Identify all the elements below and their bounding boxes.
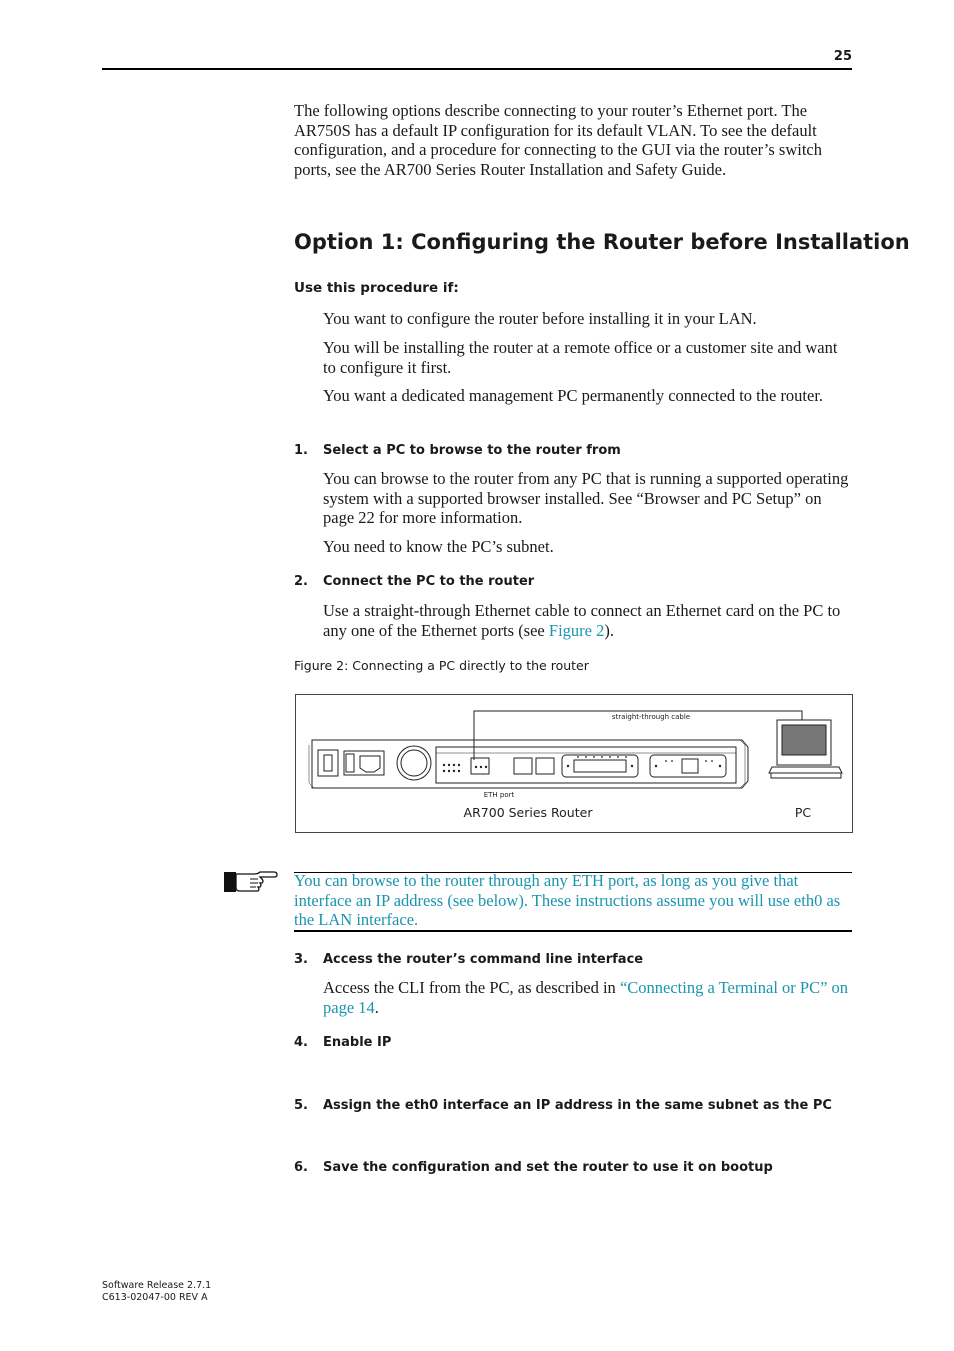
step-2-heading: [294, 574, 534, 589]
cable-label: straight-through cable: [611, 713, 691, 721]
step-title: Assign the eth0 interface an IP address in the same subnet as the PC: [323, 1098, 832, 1113]
figure-frame: [295, 694, 853, 833]
pc-label: PC: [794, 805, 812, 820]
step-number: 2.: [294, 574, 308, 589]
step-number: 6.: [294, 1160, 308, 1175]
step-5-heading: [294, 1098, 832, 1113]
figure-caption: Figure 2: Connecting a PC directly to the router: [294, 658, 589, 673]
step-title: Save the configuration and set the router to use it on bootup: [323, 1160, 773, 1175]
step-2-text: Use a straight-through Ethernet cable to connect an Ethernet card on the PC to any one of the Ethernet ports (see: [323, 601, 841, 640]
step-1-body: You can browse to the router from any PC that is running a supported operating system with a supported browser installed. See “Browser and PC Setup” on page 22 for more information.: [323, 469, 849, 527]
note-rule-bottom: [294, 930, 852, 932]
router-pc-diagram: [296, 695, 852, 832]
router-illustration: [309, 740, 748, 788]
footer: [102, 1280, 211, 1304]
figure-2-link[interactable]: Figure 2: [548, 620, 605, 640]
condition-item: You want a dedicated management PC permanently connected to the router.: [323, 386, 824, 405]
eth-port-label: ETH port: [483, 791, 515, 799]
step-title: Enable IP: [323, 1035, 392, 1050]
step-1-subnet-note: You need to know the PC’s subnet.: [323, 537, 554, 556]
step-2-body: [323, 601, 853, 640]
step-number: 3.: [294, 952, 308, 967]
connecting-terminal-link[interactable]: “Connecting a Terminal or PC” on page 14: [323, 978, 849, 1017]
intro-paragraph: The following options describe connecting to your router’s Ethernet port. The AR750S has a default IP configuration for its default VLAN. To see the default configuration, and a procedure for connecting to the GUI via the router’s switch ports, see the AR700 Series Router Installation and Safety Guide.: [294, 101, 822, 179]
step-number: 4.: [294, 1035, 308, 1050]
step-title: Connect the PC to the router: [323, 574, 535, 589]
condition-item: You will be installing the router at a remote office or a customer site and want to configure it first.: [323, 338, 838, 377]
note-text: You can browse to the router through any ETH port, as long as you give that interface an IP address (see below). These instructions assume you will use eth0 as the LAN interface.: [294, 871, 841, 929]
step-1-heading: [294, 443, 621, 458]
pc-illustration: [769, 720, 842, 778]
router-label: AR700 Series Router: [463, 805, 593, 820]
section-title: Option 1: Configuring the Router before Installation: [294, 230, 910, 254]
use-procedure-heading: Use this procedure if:: [294, 280, 459, 296]
step-number: 5.: [294, 1098, 308, 1113]
step-2-text-end: ).: [604, 620, 614, 640]
step-4-heading: [294, 1035, 391, 1050]
page-number: 25: [833, 49, 852, 64]
step-3-text-end: .: [374, 997, 379, 1017]
step-number: 1.: [294, 443, 308, 458]
footer-release: Software Release 2.7.1: [102, 1280, 212, 1291]
step-6-heading: [294, 1160, 773, 1175]
condition-item: You want to configure the router before installing it in your LAN.: [323, 309, 757, 328]
step-3-heading: [294, 952, 643, 967]
pointing-hand-icon: [222, 866, 278, 894]
header-rule: [102, 68, 852, 70]
step-3-text: Access the CLI from the PC, as described in: [323, 978, 620, 997]
step-title: Select a PC to browse to the router from: [323, 443, 621, 458]
footer-doc-number: C613-02047-00 REV A: [102, 1292, 208, 1303]
step-title: Access the router’s command line interface: [323, 952, 644, 967]
step-3-body: [323, 978, 853, 1017]
port-dots: [443, 756, 721, 772]
